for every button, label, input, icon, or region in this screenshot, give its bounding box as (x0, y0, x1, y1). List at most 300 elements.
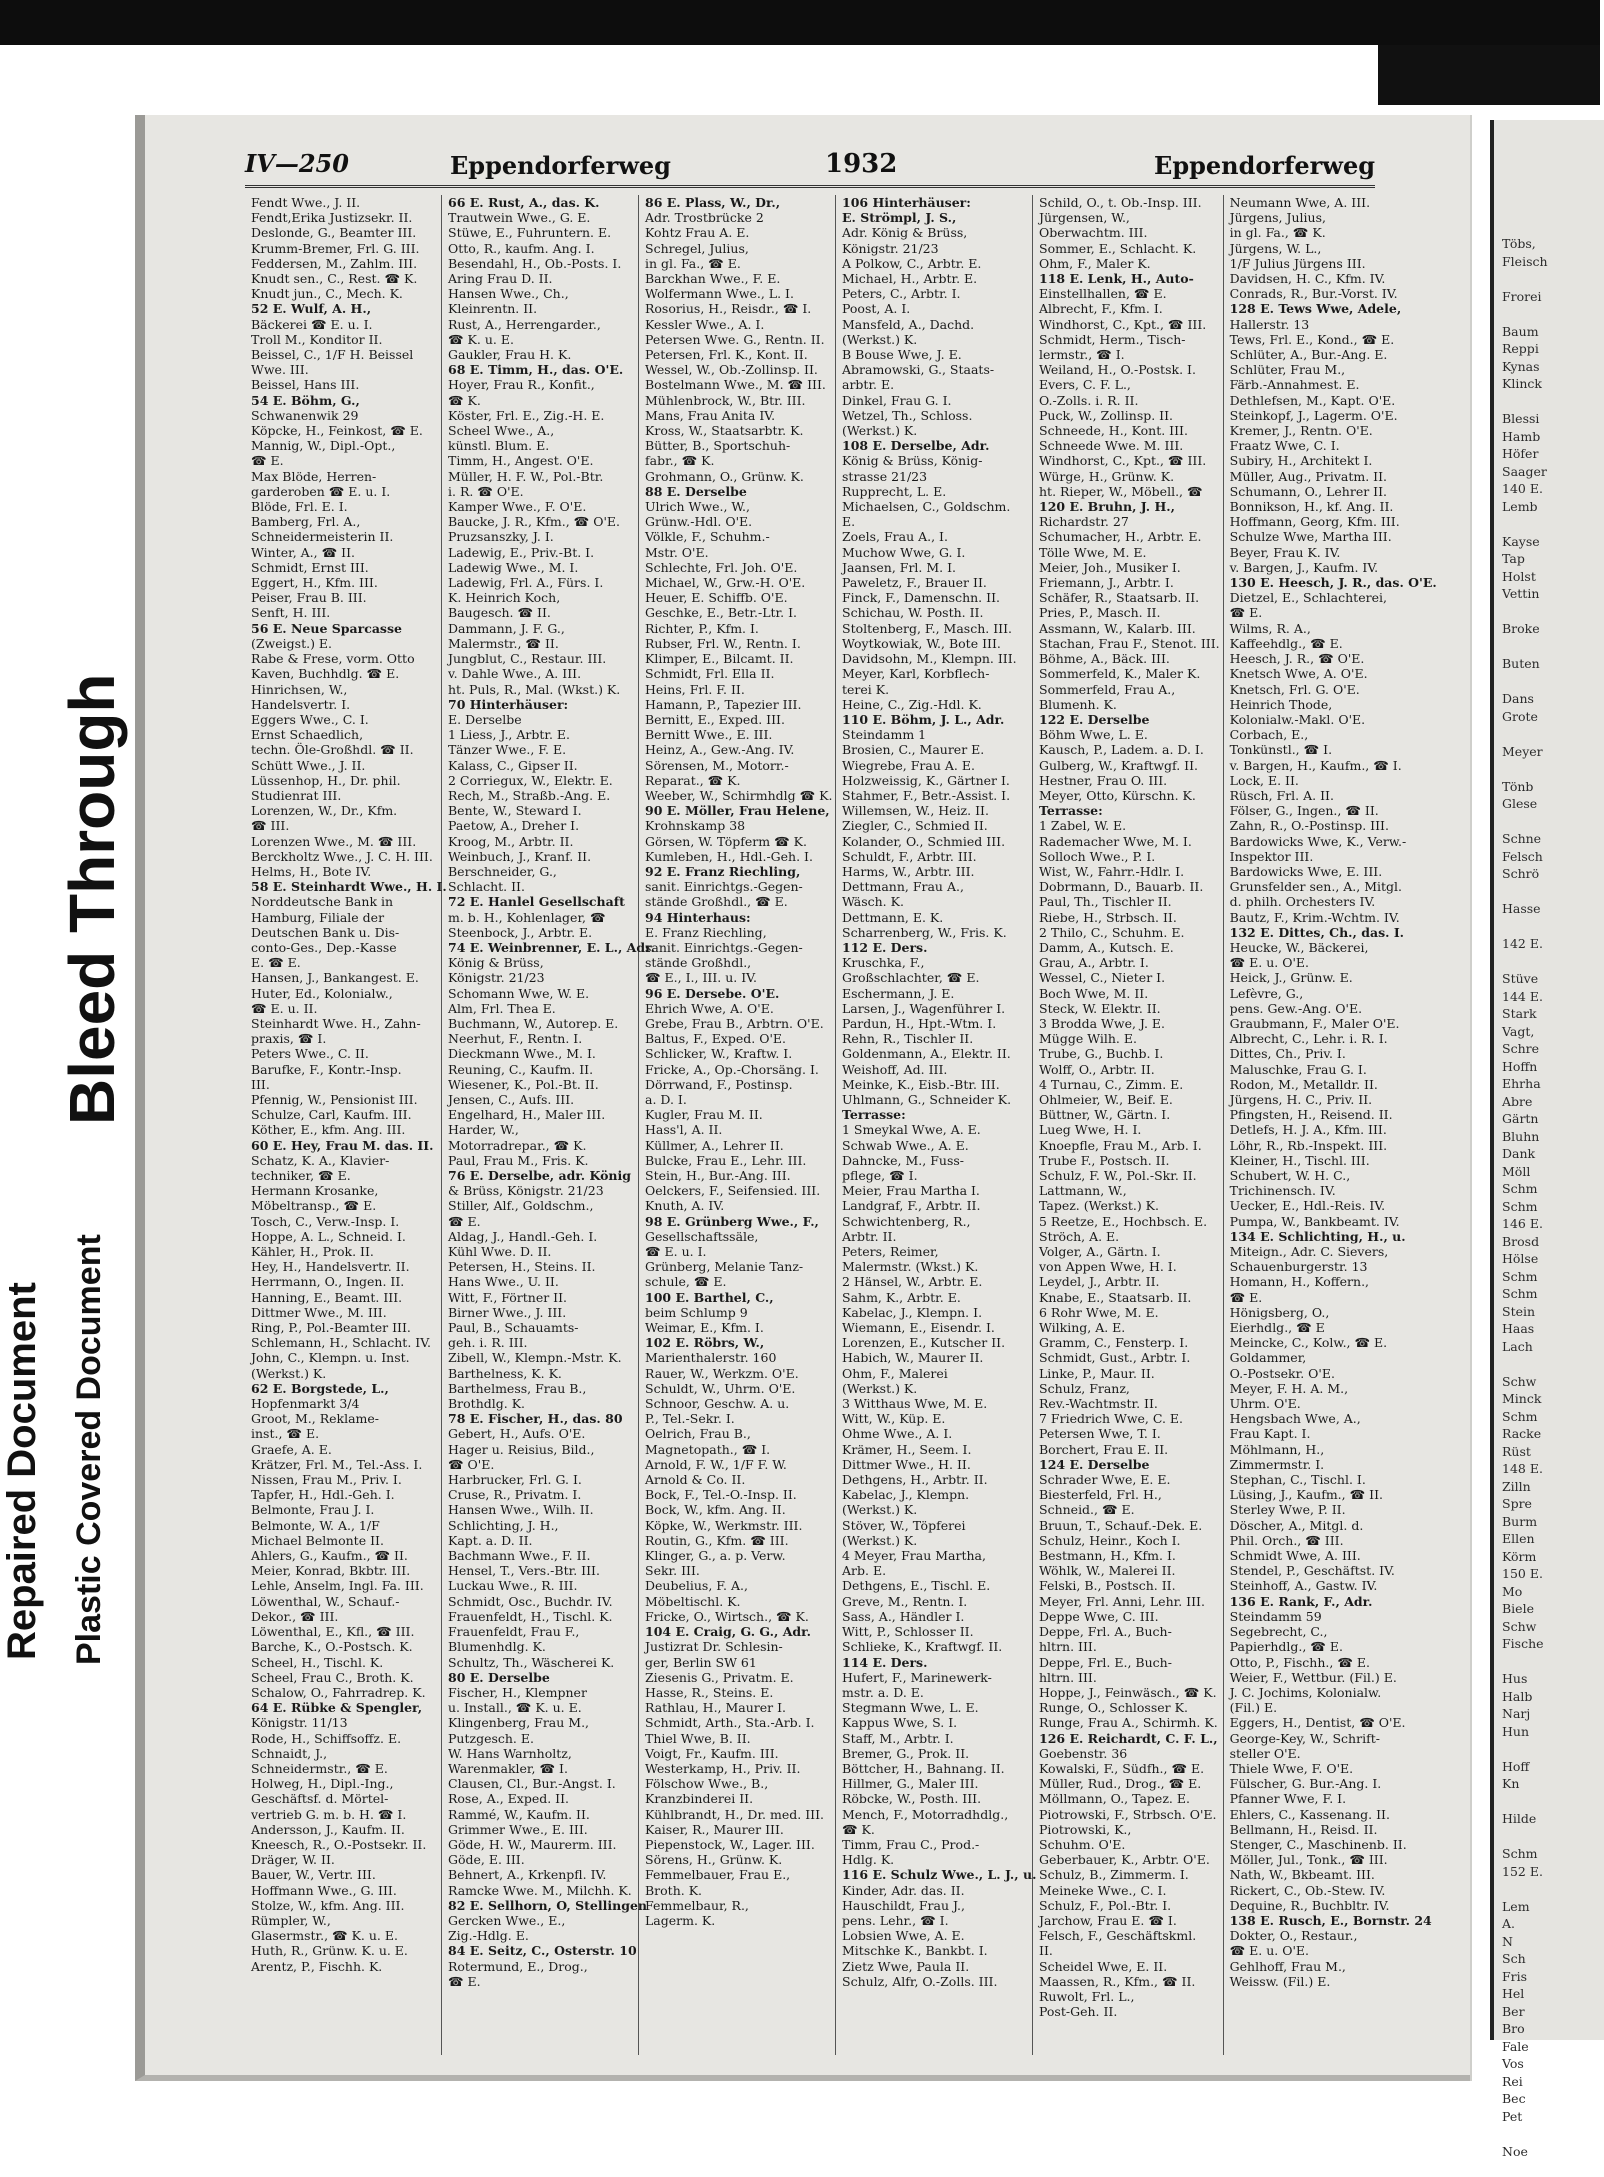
directory-entry: 118 E. Lenk, H., Auto- (1039, 271, 1194, 287)
directory-entry: Schulz, Alfr, O.-Zolls. III. (842, 1973, 998, 1989)
adjacent-page-edge (1490, 120, 1604, 2159)
directory-entry: Barthelmess, Frau B., (448, 1380, 587, 1396)
directory-entry: Baucke, J. R., Kfm., ☎ O'E. (448, 514, 620, 530)
directory-entry: Weissw. (Fil.) E. (1229, 1973, 1331, 1989)
directory-entry: Jürgens, W. L., (1229, 240, 1322, 256)
directory-entry: Abramowski, G., Staats- (842, 362, 995, 378)
directory-entry: Hansen Wwe., Ch., (448, 286, 569, 302)
directory-entry: arbtr. E. (842, 377, 895, 393)
directory-entry: Nath, W., Bkbeamt. III. (1229, 1867, 1375, 1883)
adjacent-page-fragment: Hamb (1502, 428, 1541, 444)
directory-entry: 138 E. Rusch, E., Bornstr. 24 (1229, 1912, 1432, 1928)
adjacent-page-fragment: Saager (1502, 463, 1547, 479)
directory-entry: Max Blöde, Herren- (251, 468, 377, 484)
directory-entry: (Werkst.) K. (842, 1502, 918, 1518)
directory-entry: Clausen, Cl., Bur.-Angst. I. (448, 1776, 616, 1792)
adjacent-page-fragment: Fische (1502, 1636, 1544, 1651)
directory-entry: Stegmann Wwe, L. E. (842, 1700, 979, 1716)
directory-entry: Hopfenmarkt 3/4 (251, 1396, 360, 1412)
directory-entry: Mench, F., Motorradhdlg., (842, 1806, 1009, 1822)
directory-entry: Hoffmann, Georg, Kfm. III. (1229, 514, 1400, 530)
directory-entry: Schomann Wwe, W. E. (448, 985, 590, 1001)
directory-entry: Habich, W., Maurer II. (842, 1350, 984, 1366)
adjacent-page-fragment: Lem (1502, 1898, 1530, 1914)
directory-entry: Baugesch. ☎ II. (448, 605, 551, 621)
adjacent-page-fragment: Schw (1502, 1373, 1537, 1389)
directory-entry: Schlichting, J. H., (448, 1517, 559, 1533)
directory-entry: Assmann, W., Kalarb. III. (1039, 620, 1196, 636)
directory-entry: Hanning, E., Beamt. III. (251, 1289, 403, 1305)
directory-entry: Steinhoff, A., Gastw. IV. (1229, 1578, 1378, 1594)
directory-entry: Lobsien Wwe, A. E. (842, 1928, 965, 1944)
adjacent-page-fragment: Hoffn (1502, 1058, 1538, 1074)
directory-entry: Barthelness, K. K. (448, 1365, 562, 1381)
directory-entry: 88 E. Derselbe (645, 483, 747, 499)
directory-entry: Muchow Wwe, G. I. (842, 544, 966, 560)
directory-entry: Willemsen, W., Heiz. II. (842, 803, 989, 819)
adjacent-page-fragment: Fleisch (1502, 253, 1548, 269)
adjacent-page-fragment: Dank (1502, 1146, 1536, 1161)
directory-entry: Linke, P., Maur. II. (1039, 1365, 1155, 1381)
directory-entry: Wilms, R. A., (1229, 620, 1311, 636)
directory-entry: Schneid., ☎ E. (1039, 1502, 1135, 1518)
directory-entry: Jürgensen, W., (1039, 210, 1130, 226)
directory-entry: Bellmann, H., Reisd. II. (1229, 1821, 1378, 1837)
directory-entry: Kapt. a. D. II. (448, 1532, 533, 1548)
directory-entry: Grünw.-Hdl. O'E. (645, 514, 753, 530)
directory-entry: Hallerstr. 13 (1229, 316, 1310, 332)
directory-entry: Tosch, C., Verw.-Insp. I. (251, 1213, 400, 1229)
directory-entry: 104 E. Craig, G. G., Adr. (645, 1624, 811, 1640)
directory-entry: Paweletz, F., Brauer II. (842, 575, 987, 591)
directory-entry: Goldammer, (1229, 1350, 1307, 1366)
directory-entry: Homann, H., Koffern., (1229, 1274, 1370, 1290)
directory-entry: Dobrmann, D., Bauarb. II. (1039, 879, 1204, 895)
directory-entry: Runge, Frau A., Schirmh. K. (1039, 1715, 1218, 1731)
directory-entry: Böttcher, H., Bahnang. II. (842, 1760, 1005, 1776)
directory-entry: Rev.-Wachtmstr. II. (1039, 1396, 1158, 1412)
directory-entry: Hansen, J., Bankangest. E. (251, 970, 419, 986)
directory-entry: 136 E. Rank, F., Adr. (1229, 1593, 1373, 1609)
directory-entry: Fischer, H., Klempner (448, 1684, 587, 1700)
directory-entry: E. Derselbe (448, 711, 522, 727)
adjacent-page-fragment: Tönb (1502, 778, 1534, 794)
adjacent-page-fragment: Hun (1502, 1723, 1530, 1739)
directory-entry: Rodon, M., Metalldr. II. (1229, 1076, 1378, 1092)
directory-entry: Bruun, T., Schauf.-Dek. E. (1039, 1517, 1203, 1533)
directory-entry: 128 E. Tews Wwe, Adele, (1229, 301, 1402, 317)
directory-entry: Ramcke Wwe. M., Milchh. K. (448, 1882, 632, 1898)
directory-entry: E. (842, 514, 856, 530)
directory-entry: Dethgens, H., Arbtr. II. (842, 1472, 988, 1488)
directory-entry: Knetsch Wwe, A. O'E. (1229, 666, 1368, 682)
directory-entry: Weiland, H., O.-Postsk. I. (1039, 362, 1196, 378)
directory-entry: Corbach, E., (1229, 727, 1309, 743)
directory-entry: Hauschildt, Frau J., (842, 1897, 965, 1913)
directory-entry: Ziegler, C., Schmied II. (842, 818, 988, 834)
directory-entry: Kaven, Buchhdlg. ☎ E. (251, 666, 400, 682)
directory-entry: Glasermstr., ☎ K. u. E. (251, 1928, 398, 1944)
directory-entry: ☎ E. u. II. (251, 1000, 318, 1016)
directory-entry: Michael, H., Arbtr. E. (842, 271, 978, 287)
directory-entry: Belmonte, W. A., 1/F (251, 1517, 380, 1533)
adjacent-page-fragment: Pet (1502, 2108, 1523, 2124)
directory-entry: Ehrich Wwe, A. O'E. (645, 1000, 774, 1016)
directory-entry: Meincke, C., Kolw., ☎ E. (1229, 1335, 1388, 1351)
directory-entry: Kabelac, J., Klempn. I. (842, 1304, 983, 1320)
directory-entry: Göde, E. III. (448, 1852, 525, 1868)
directory-entry: Kleinrentn. II. (448, 301, 538, 317)
directory-entry: Behnert, A., Krkenpfl. IV. (448, 1867, 607, 1883)
directory-entry: Dahncke, M., Fuss- (842, 1152, 964, 1168)
directory-entry: O.-Postsekr. O'E. (1229, 1365, 1335, 1381)
directory-entry: Ruwolt, Frl. L., (1039, 1988, 1135, 2004)
directory-entry: Lüssenhop, H., Dr. phil. (251, 772, 401, 788)
directory-entry: m. b. H., Kohlenlager, ☎ (448, 909, 606, 925)
directory-entry: Meier, Joh., Musiker I. (1039, 559, 1181, 575)
directory-entry: 122 E. Derselbe (1039, 711, 1150, 727)
directory-entry: Sass, A., Händler I. (842, 1608, 965, 1624)
directory-entry: Wessel, C., Nieter I. (1039, 970, 1166, 986)
directory-entry: II. (1039, 1943, 1053, 1959)
directory-entry: Ladewig Wwe., M. I. (448, 559, 579, 575)
directory-entry: Müller, H. F. W., Pol.-Btr. (448, 468, 604, 484)
directory-entry: Scheel, H., Tischl. K. (251, 1654, 384, 1670)
directory-entry: Königstr. 21/23 (842, 240, 939, 256)
directory-entry: E. Franz Riechling, (645, 924, 767, 940)
directory-entry: Bestmann, H., Kfm. I. (1039, 1548, 1176, 1564)
directory-entry: Post-Geh. II. (1039, 2004, 1118, 2020)
directory-entry: Larsen, J., Wagenführer I. (842, 1000, 1006, 1016)
adjacent-page-fragment: Stark (1502, 1006, 1537, 1021)
directory-entry: Ziesenis G., Privatm. E. (645, 1669, 794, 1685)
directory-entry: Schuldt, F., Arbtr. III. (842, 848, 977, 864)
directory-entry: Barche, K., O.-Postsch. K. (251, 1639, 413, 1655)
directory-entry: Mans, Frau Anita IV. (645, 407, 776, 423)
directory-entry: Weinbuch, J., Kranf. II. (448, 848, 592, 864)
adjacent-page-fragment: Ellen (1502, 1531, 1535, 1546)
directory-entry: Fricke, O., Wirtsch., ☎ K. (645, 1608, 809, 1624)
directory-entry: Gercken Wwe., E., (448, 1912, 566, 1928)
directory-entry: Meyer, Frl. Anni, Lehr. III. (1039, 1593, 1205, 1609)
adjacent-page-fragment: Fale (1502, 2038, 1529, 2054)
directory-entry: Mannig, W., Dipl.-Opt., (251, 438, 396, 454)
adjacent-page-fragment (1502, 638, 1604, 656)
directory-entry: Heinz, A., Gew.-Ang. IV. (645, 742, 795, 758)
directory-entry: Landgraf, F., Arbtr. II. (842, 1198, 981, 1214)
directory-entry: Ohm, F., Malerei (842, 1365, 948, 1381)
directory-entry: Steinhardt Wwe. H., Zahn- (251, 1015, 421, 1031)
directory-entry: Heins, Frl. F. II. (645, 681, 745, 697)
directory-entry: Schlechte, Frl. Joh. O'E. (645, 559, 798, 575)
directory-entry: Hansen Wwe., Wilh. II. (448, 1502, 594, 1518)
directory-entry: Schregel, Julius, (645, 240, 749, 256)
directory-entry: 3 Brodda Wwe, J. E. (1039, 1015, 1166, 1031)
directory-entry: Schalow, O., Fahrradrep. K. (251, 1684, 426, 1700)
directory-entry: Dethgens, E., Tischl. E. (842, 1578, 991, 1594)
directory-entry: Davidsen, H. C., Kfm. IV. (1229, 271, 1386, 287)
directory-entry: Witt, F., Förtner II. (448, 1289, 568, 1305)
directory-entry: Solloch Wwe., P. I. (1039, 848, 1156, 864)
directory-entry: Königstr. 11/13 (251, 1715, 348, 1731)
directory-entry: Kugler, Frau M. II. (645, 1107, 763, 1123)
directory-entry: Ladewig, Frl. A., Fürs. I. (448, 575, 604, 591)
directory-entry: 124 E. Derselbe (1039, 1456, 1150, 1472)
directory-entry: Oberwachtm. III. (1039, 225, 1148, 241)
directory-entry: Meyer, Otto, Kürschn. K. (1039, 787, 1196, 803)
directory-entry: 52 E. Wulf, A. H., (251, 301, 372, 317)
adjacent-page-fragment (1502, 673, 1604, 691)
directory-entry: Schwanenwik 29 (251, 407, 359, 423)
page-header (245, 145, 1375, 188)
directory-entry: Wwe. III. (251, 362, 309, 378)
directory-entry: ht. Rieper, W., Möbell., ☎ (1039, 483, 1203, 499)
directory-entry: Fraatz Wwe, C. I. (1229, 438, 1340, 454)
directory-entry: Wöhlk, W., Malerei II. (1039, 1563, 1176, 1579)
directory-entry: Schmidt, Osc., Buchdr. IV. (448, 1593, 613, 1609)
directory-entry: Aldag, J., Handl.-Geh. I. (448, 1228, 598, 1244)
adjacent-page-fragment: Hilde (1502, 1811, 1537, 1826)
directory-entry: Malermstr., ☎ II. (448, 635, 559, 651)
adjacent-page-fragment (1502, 1828, 1604, 1846)
adjacent-page-fragment: Frorei (1502, 288, 1542, 304)
directory-entry: Schwab Wwe., A. E. (842, 1137, 969, 1153)
directory-entry: Schmidt, Ernst III. (251, 559, 369, 575)
directory-entry: 76 E. Derselbe, adr. König (448, 1168, 631, 1183)
directory-entry: 68 E. Timm, H., das. O'E. (448, 362, 624, 378)
directory-entry: Sommerfeld, Frau A., (1039, 681, 1176, 697)
directory-entry: 54 E. Böhm, G., (251, 392, 360, 408)
directory-entry: in gl. Fa., ☎ K. (1229, 225, 1326, 241)
directory-entry: 106 Hinterhäuser: (842, 195, 971, 210)
bleed-through-label: Bleed Through (56, 673, 128, 1125)
directory-entry: Schumacher, H., Arbtr. E. (1039, 529, 1202, 545)
directory-entry: Lock, E. II. (1229, 772, 1299, 788)
directory-entry: Inspektor III. (1229, 848, 1314, 864)
directory-entry: Schulz, F., Pol.-Btr. I. (1039, 1897, 1172, 1913)
directory-entry: Handelsvertr. I. (251, 696, 351, 712)
adjacent-page-fragment (1502, 918, 1604, 936)
directory-entry: Hey, H., Handelsvertr. II. (251, 1259, 410, 1275)
adjacent-page-fragment: Rei (1502, 2073, 1523, 2089)
directory-entry: Schultz, Th., Wäscherei K. (448, 1654, 615, 1670)
adjacent-page-fragment: 142 E. (1502, 936, 1543, 951)
directory-entry: Arb. E. (842, 1563, 887, 1579)
directory-entry: techniker, ☎ E. (251, 1168, 351, 1183)
directory-entry: 1 Liess, J., Arbtr. E. (448, 727, 571, 743)
directory-entry: 108 E. Derselbe, Adr. (842, 438, 990, 454)
directory-entry: 130 E. Heesch, J. R., das. O'E. (1229, 575, 1437, 591)
directory-entry: ☎ E. (448, 1973, 481, 1989)
directory-entry: Schulz, F. W., Pol.-Skr. II. (1039, 1168, 1197, 1183)
directory-entry: Studienrat III. (251, 787, 342, 803)
directory-entry: Broth. K. (645, 1882, 703, 1898)
adjacent-page-fragment: Narj (1502, 1706, 1531, 1721)
adjacent-page-fragment: Stüve (1502, 971, 1539, 986)
directory-entry: ☎ E. u. O'E. (1229, 955, 1310, 971)
directory-entry: Kaiser, R., Maurer III. (645, 1821, 784, 1837)
directory-entry: Tölle Wwe, M. E. (1039, 544, 1147, 560)
directory-entry: O.-Zolls. i. R. II. (1039, 392, 1139, 408)
directory-entry: Wessel, W., Ob.-Zollinsp. II. (645, 362, 818, 378)
adjacent-page-fragment (1502, 603, 1604, 621)
directory-entry: Schnaidt, J., (251, 1745, 328, 1761)
directory-entry: Voigt, Fr., Kaufm. III. (645, 1745, 779, 1761)
directory-entry: 132 E. Dittes, Ch., das. I. (1229, 924, 1405, 940)
directory-entry: Kowalski, F., Südfh., ☎ E. (1039, 1760, 1205, 1776)
directory-entry: Schuldt, W., Uhrm. O'E. (645, 1380, 796, 1396)
directory-entry: E. ☎ E. (251, 955, 301, 971)
directory-entry: Löwenthal, E., Kfl., ☎ III. (251, 1624, 415, 1640)
directory-entry: Tapez. (Werkst.) K. (1039, 1198, 1159, 1214)
directory-entry: Berckholtz Wwe., J. C. H. III. (251, 848, 433, 864)
directory-entry: hltrn. III. (1039, 1639, 1097, 1655)
directory-entry: Fölser, G., Ingen., ☎ II. (1229, 803, 1379, 819)
directory-entry: Runge, O., Schlosser K. (1039, 1700, 1188, 1716)
directory-entry: Döscher, A., Mitgl. d. (1229, 1517, 1364, 1533)
directory-entry: Senft, H. III. (251, 605, 331, 621)
directory-entry: (Werkst.) K. (842, 1532, 918, 1548)
directory-entry: (Werkst.) K. (842, 331, 918, 347)
directory-entry: Knoepfle, Frau M., Arb. I. (1039, 1137, 1202, 1153)
directory-entry: Mansfeld, A., Dachd. (842, 316, 975, 332)
directory-entry: Lefèvre, G., (1229, 985, 1304, 1001)
year-title: 1932 (825, 149, 898, 179)
directory-entry: Hasse, R., Steins. E. (645, 1684, 774, 1700)
directory-entry: Kroog, M., Arbtr. II. (448, 833, 574, 849)
directory-entry: Wäsch. K. (842, 894, 904, 910)
directory-entry: Kumleben, H., Hdl.-Geh. I. (645, 848, 813, 864)
directory-entry: Gulberg, W., Kraftwgf. II. (1039, 757, 1199, 773)
directory-entry: Pfingsten, H., Reisend. II. (1229, 1107, 1393, 1123)
adjacent-page-fragment: Biele (1502, 1601, 1534, 1616)
directory-entry: Wiesener, K., Pol.-Bt. II. (448, 1076, 599, 1092)
directory-entry: Scheel, Frau C., Broth. K. (251, 1669, 414, 1685)
directory-entry: Zimmermstr. I. (1229, 1456, 1325, 1472)
directory-entry: Hamann, P., Tapezier III. (645, 696, 802, 712)
directory-entry: Meier, Konrad, Bkbtr. III. (251, 1563, 411, 1579)
adjacent-page-fragment: Hus (1502, 1671, 1528, 1686)
directory-entry: Schäfer, R., Staatsarb. II. (1039, 590, 1200, 606)
directory-entry: Löhr, R., Rb.-Inspekt. III. (1229, 1137, 1388, 1153)
adjacent-page-fragment: Zilln (1502, 1478, 1531, 1494)
directory-entry: Warenmakler, ☎ I. (448, 1760, 568, 1776)
directory-entry: Sterley Wwe, P. II. (1229, 1502, 1346, 1518)
adjacent-page-fragment: Kynas (1502, 358, 1540, 374)
directory-entry: pflege, ☎ I. (842, 1168, 918, 1183)
directory-entry: 64 E. Rübke & Spengler, (251, 1700, 423, 1716)
directory-entry: Sörensen, M., Motorr.- (645, 757, 789, 773)
adjacent-page-fragment: Glese (1502, 796, 1538, 811)
directory-entry: Tänzer Wwe., F. E. (448, 742, 567, 758)
directory-entry: Dietzel, E., Schlachterei, (1229, 590, 1387, 606)
directory-entry: von Appen Wwe, H. I. (1039, 1259, 1177, 1275)
directory-entry: Schauenburgerstr. 13 (1229, 1259, 1368, 1275)
adjacent-page-fragment: Rüst (1502, 1443, 1531, 1459)
directory-entry: Hestner, Frau O. III. (1039, 772, 1168, 788)
adjacent-page-fragment: Schm (1502, 1198, 1538, 1214)
directory-entry: 2 Corriegux, W., Elektr. E. (448, 772, 613, 788)
directory-column (836, 195, 1037, 2055)
directory-entry: Kaffeehdlg., ☎ E. (1229, 635, 1343, 651)
adjacent-page-fragment (1502, 760, 1604, 778)
directory-entry: ☎ E. (1229, 605, 1263, 621)
directory-entry: Bütter, B., Sportschuh- (645, 438, 791, 454)
adjacent-page-fragment: Schw (1502, 1618, 1537, 1634)
adjacent-page-fragment (1502, 270, 1604, 288)
directory-entry: Ahlers, G., Kaufm., ☎ II. (251, 1548, 408, 1564)
directory-entry: 4 Meyer, Frau Martha, (842, 1548, 986, 1564)
directory-entry: John, C., Klempn. u. Inst. (251, 1350, 410, 1366)
directory-entry: Fölschow Wwe., B., (645, 1776, 769, 1792)
directory-entry: i. R. ☎ O'E. (448, 483, 524, 499)
directory-entry: 96 E. Dersebe. O'E. (645, 985, 780, 1001)
directory-entry: Deutschen Bank u. Dis- (251, 924, 400, 940)
directory-entry: geh. i. R. III. (448, 1335, 528, 1351)
directory-entry: 94 Hinterhaus: (645, 909, 751, 925)
scanner-top-edge (0, 0, 1600, 45)
adjacent-page-fragment: N (1502, 1933, 1513, 1949)
directory-entry: sanit. Einrichtgs.-Gegen- (645, 879, 803, 895)
adjacent-page-fragment: Meyer (1502, 743, 1543, 759)
directory-entry: Kühl Wwe. D. II. (448, 1244, 552, 1260)
directory-entry: Ernst Schaedlich, (251, 727, 364, 743)
directory-entry: Jürgens, H. C., Priv. II. (1229, 1091, 1373, 1107)
directory-entry: Timm, H., Angest. O'E. (448, 453, 594, 469)
directory-entry: Würge, H., Grünw. K. (1039, 468, 1175, 484)
directory-entry: Alm, Frl. Thea E. (448, 1000, 556, 1016)
directory-entry: Aring Frau D. II. (448, 271, 553, 287)
directory-entry: Bardowicks Wwe, E. III. (1229, 863, 1383, 879)
directory-entry: Paul, Th., Tischler II. (1039, 894, 1172, 910)
directory-entry: mstr. a. D. E. (842, 1684, 924, 1700)
directory-entry: Hoffmann Wwe., G. III. (251, 1882, 397, 1898)
directory-entry: Schlieke, K., Kraftwgf. II. (842, 1639, 1003, 1655)
directory-entry: Rammé, W., Kaufm. II. (448, 1806, 590, 1822)
directory-entry: Deslonde, G., Beamter III. (251, 225, 417, 241)
directory-entry: Weishoff, Ad. III. (842, 1061, 948, 1077)
directory-entry: Sommerfeld, K., Maler K. (1039, 666, 1201, 682)
directory-entry: Bernitt Wwe., E. III. (645, 727, 773, 743)
directory-entry: Maluschke, Frau G. I. (1229, 1061, 1367, 1077)
adjacent-page-fragments (1494, 120, 1604, 2160)
directory-entry: 1 Zabel, W. E. (1039, 818, 1127, 834)
directory-entry: Rose, A., Exped. II. (448, 1791, 570, 1807)
adjacent-page-fragment: Töbs, (1502, 236, 1536, 251)
directory-entry: 60 E. Hey, Frau M. das. II. (251, 1137, 434, 1153)
directory-entry: Oelckers, F., Seifensied. III. (645, 1183, 821, 1199)
directory-entry: ☎ K. (448, 392, 481, 408)
directory-entry: Schmidt, Frl. Ella II. (645, 666, 775, 682)
directory-entry: beim Schlump 9 (645, 1304, 748, 1320)
directory-entry: 74 E. Weinbrenner, E. L., Adr. (448, 939, 655, 955)
directory-entry: Zibell, W., Klempn.-Mstr. K. (448, 1350, 622, 1366)
directory-entry: d. philh. Orchesters IV. (1229, 894, 1376, 910)
directory-entry: 70 Hinterhäuser: (448, 696, 569, 712)
directory-entry: Bamberg, Frl. A., (251, 514, 361, 530)
directory-entry: Weeber, W., Schirmhdlg ☎ K. (645, 787, 833, 803)
directory-entry: ☎ E. u. I. (645, 1244, 707, 1260)
directory-entry: E. Strömpl, J. S., (842, 210, 957, 226)
directory-entry: Damm, A., Kutsch. E. (1039, 939, 1174, 955)
directory-entry: Stephan, C., Tischl. I. (1229, 1472, 1366, 1488)
adjacent-page-fragment: 140 E. (1502, 481, 1543, 496)
directory-entry: Bauer, W., Vertr. III. (251, 1867, 376, 1883)
directory-entry: 72 E. Hanlel Gesellschaft (448, 894, 625, 910)
directory-entry: Pfanner Wwe, F. I. (1229, 1791, 1347, 1807)
directory-entry: vertrieb G. m. b. H. ☎ I. (251, 1806, 407, 1822)
directory-entry: Rech, M., Straßb.-Ang. E. (448, 787, 611, 803)
